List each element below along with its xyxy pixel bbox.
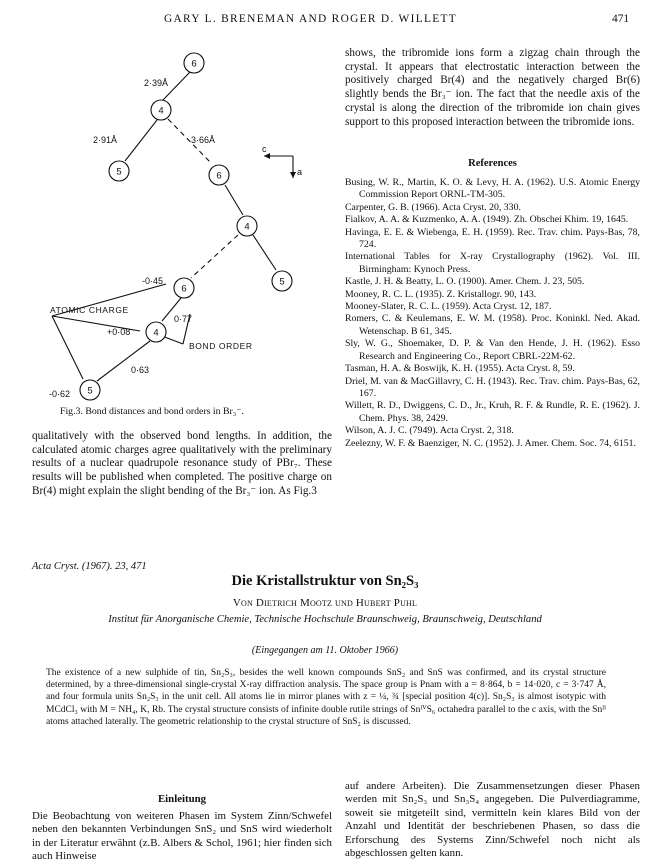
- axis-a-label: a: [297, 167, 303, 177]
- received-date: (Eingegangen am 11. Oktober 1966): [251, 645, 399, 656]
- reference-item: Mooney, R. C. L. (1935). Z. Kristallogr. 90, 143.: [345, 288, 537, 300]
- distance-label: 2·39Å: [144, 78, 169, 88]
- reference-item: Wilson, A. J. C. (7949). Acta Cryst. 2, 318.: [345, 425, 514, 437]
- distance-label: 3·66Å: [191, 135, 216, 145]
- right-column-text: shows, the tribromide ions form a zigzag chain through the crystal. It appears that electrostatic interaction between the positively charged Br(4) and the negatively charged Br(6) slightly bends the Br₃⁻ ion. The fact that the needle axis of the crystal is along the direction of the tribromide ion chain gives support to this proposed interaction between the tribromide ions.: [345, 47, 640, 128]
- page-number: 471: [612, 13, 630, 25]
- article-abstract: The existence of a new sulphide of tin, Sn₂S₃, besides the well known compounds SnS₂ and SnS was confirmed, and its crystal structure determined, by a three-dimensional single-crystal X-ray diffraction analysis. The space group is Pnam with a = 8·864, b = 14·020, c = 3·747 Å, and four formula units Sn₂S₃ in the unit cell. All atoms lie in mirror planes with z = ¼, ¾ [special position 4(c)]. Sn₂S₃ is almost isotypic with MCdCl₃ with M = NH₄, K, Rb. The crystal structure consists of infinite double rutile strings of SnᴵⱽS₆ octahedra parallel to the c axis, with the Snᴵᴵ atoms attached laterally. The geometric relationship to the crystal structure of SnS₂ is discussed.: [46, 668, 606, 727]
- reference-item: Driel, M. van & MacGillavry, C. H. (1943). Rec. Trav. chim. Pays-Bas, 62, 167.: [345, 375, 640, 399]
- running-header: [0, 13, 650, 29]
- axis-a-arrow: [290, 172, 296, 178]
- bond-6-4-right: [225, 185, 243, 215]
- charge-leader-3: [52, 316, 83, 379]
- atom-label: 5: [279, 276, 285, 288]
- figure-caption: Fig.3. Bond distances and bond orders in Br₃⁻.: [60, 406, 244, 417]
- journal-reference: Acta Cryst. (1967). 23, 471: [32, 561, 147, 572]
- charge-label: +0·08: [107, 327, 131, 337]
- section-heading: Einleitung: [157, 793, 206, 805]
- atom-label: 4: [153, 327, 159, 339]
- bond-4-5-left: [125, 120, 157, 161]
- bond-order-label: BOND ORDER: [189, 341, 253, 351]
- bond-4-5-lower: [97, 341, 150, 381]
- atom-label: 4: [244, 221, 250, 233]
- reference-item: Romers, C. & Keulemans, E. W. M. (1958). Proc. Koninkl. Ned. Akad. Wetenschap. B 61, 345.: [345, 313, 640, 337]
- atom-label: 6: [216, 170, 222, 182]
- atom-label: 4: [158, 105, 164, 117]
- reference-item: Kastle, J. H. & Beatty, L. O. (1900). Amer. Chem. J. 23, 505.: [345, 276, 585, 288]
- figure-3-diagram: [40, 46, 310, 424]
- bond-4-6-lower-dashed: [191, 235, 238, 278]
- running-header-authors: GARY L. BRENEMAN AND ROGER D. WILLETT: [164, 13, 457, 25]
- left-column-text: qualitatively with the observed bond lengths. In addition, the calculated atomic charges agree qualitatively with the preliminary results of a nuclear quadrupole resonance study of PBr₇. These results will be published when completed. The positive charge on Br(4) might explain the slight bending of the Br₃⁻ ion. As Fig.3: [32, 430, 332, 497]
- reference-item: Sly, W. G., Shoemaker, D. P. & Van den Hende, J. H. (1962). Esso Research and Engineering Co., Report CBRL-22M-62.: [345, 338, 640, 362]
- charge-label: -0·45: [142, 276, 164, 286]
- references-heading: References: [468, 158, 517, 169]
- bond-order-value: 0·63: [131, 365, 150, 375]
- reference-item: Busing, W. R., Martin, K. O. & Levy, H. A. (1962). U.S. Atomic Energy Commission Report ORNL-TM-305.: [345, 177, 640, 201]
- article-title: Die Kristallstruktur von Sn₂S₃: [231, 573, 419, 589]
- reference-item: Zeelezny, W. F. & Baenziger, N. C. (1952). J. Amer. Chem. Soc. 74, 6151.: [345, 437, 636, 449]
- bond-4-5-right: [253, 235, 276, 270]
- atom-label: 5: [87, 385, 93, 397]
- atomic-charge-label: ATOMIC CHARGE: [50, 305, 129, 315]
- reference-item: Havinga, E. E. & Wiebenga, E. H. (1959). Rec. Trav. chim. Pays-Bas, 78, 724.: [345, 226, 640, 251]
- figure-3: [40, 46, 310, 424]
- references-list: [345, 177, 640, 450]
- atom-label: 5: [116, 166, 122, 178]
- reference-item: Willett, R. D., Dwiggens, C. D., Jr., Kruh, R. F. & Rundle, R. E. (1962). J. Chem. Phys. 38, 2429.: [345, 400, 640, 424]
- reference-item: International Tables for X-ray Crystallography (1962). Vol. III. Birmingham: Kynoch Press.: [345, 251, 640, 275]
- reference-item: Carpenter, G. B. (1966). Acta Cryst. 20, 330.: [345, 201, 521, 213]
- reference-item: Mooney-Slater, R. C. L. (1959). Acta Cryst. 12, 187.: [345, 301, 552, 313]
- reference-item: Tasman, H. A. & Boswijk, K. H. (1955). Acta Cryst. 8, 59.: [345, 363, 575, 375]
- distance-label: 2·91Å: [93, 135, 118, 145]
- intro-right-text: auf andere Arbeiten). Die Zusammensetzungen dieser Phasen werden mit Sn₂S₃ und Sn₃S₄ angegeben. Die Pulverdiagramme, soweit sie mitgeteilt sind, vermitteln kein klares Bild von der Anzahl und Identität der beschriebenen Phasen, so dass die Erforschung des Systems Zinn/Schwefel noch nicht als abgeschlossen gelten kann.: [345, 780, 640, 860]
- atom-label: 6: [181, 283, 187, 295]
- axis-c-label: c: [262, 144, 267, 154]
- charge-label: -0·62: [49, 389, 71, 399]
- bond-order-value: 0·77: [174, 314, 193, 324]
- reference-item: Fialkov, A. A. & Kuzmenko, A. A. (1949). Zh. Obschei Khim. 19, 1645.: [345, 214, 629, 226]
- intro-left-text: Die Beobachtung von weiteren Phasen im System Zinn/Schwefel neben den bekannten Verbindungen SnS₂ und SnS wird wiederholt in der Literatur erwähnt (z.B. Albers & Schol, 1961; hier finden sich auch Hinweise: [32, 810, 332, 863]
- article-authors: Von Dietrich Mootz und Hubert Puhl: [232, 597, 418, 609]
- article-institution: Institut für Anorganische Chemie, Technische Hochschule Braunschweig, Braunschweig, Deutschland: [108, 614, 542, 625]
- atom-label: 6: [191, 58, 197, 70]
